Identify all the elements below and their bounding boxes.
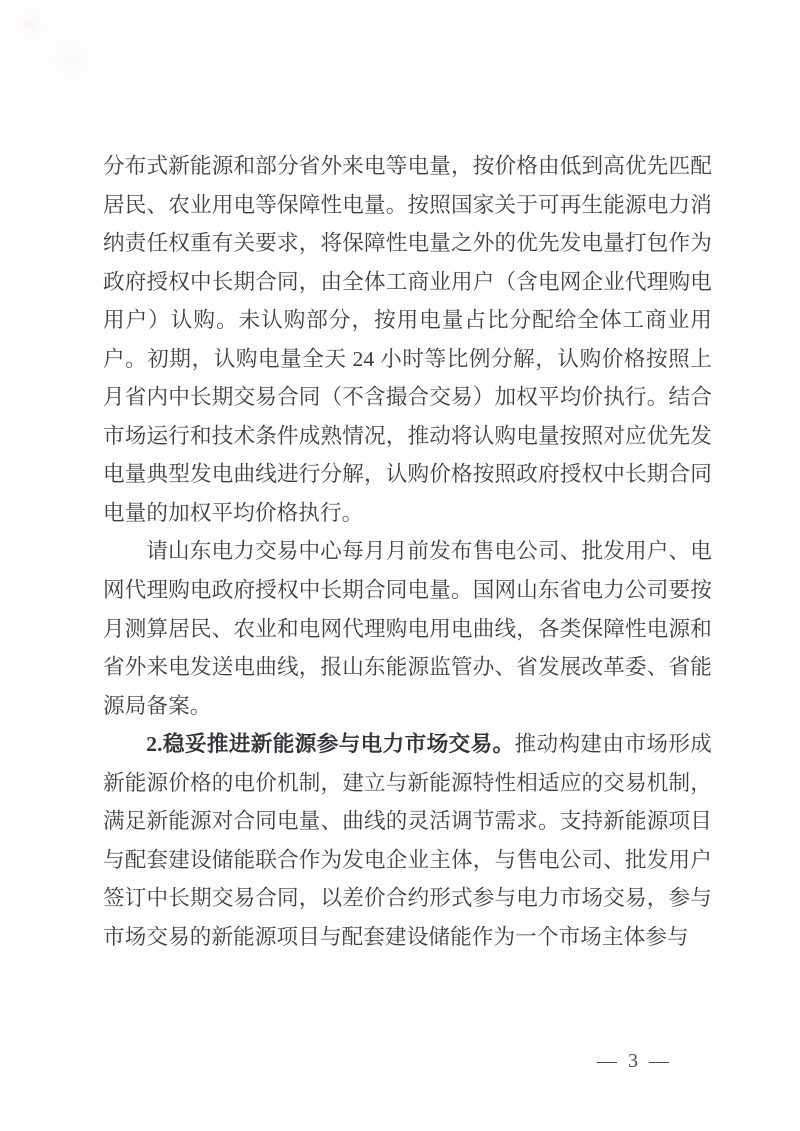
document-body	[103, 147, 712, 956]
page-number: — 3 —	[597, 1050, 672, 1072]
paragraph	[103, 147, 712, 532]
scan-noise-artifact	[0, 0, 140, 120]
paragraph	[103, 725, 712, 956]
paragraph-text: 请山东电力交易中心每月月前发布售电公司、批发用户、电网代理购电政府授权中长期合同电量。国网山东省电力公司要按月测算居民、农业和电网代理购电用电曲线，各类保障性电源和省外来电发送电曲线，报山东能源监管办、省发展改革委、省能源局备案。	[103, 539, 712, 718]
paragraph-text: 推动构建由市场形成新能源价格的电价机制，建立与新能源特性相适应的交易机制，满足新能源对合同电量、曲线的灵活调节需求。支持新能源项目与配套建设储能联合作为发电企业主体，与售电公司、批发用户签订中长期交易合同，以差价合约形式参与电力市场交易，参与市场交易的新能源项目与配套建设储能作为一个市场主体参与	[103, 732, 713, 949]
paragraph-bold-lead: 2.稳妥推进新能源参与电力市场交易。	[146, 732, 515, 757]
paragraph	[103, 532, 712, 725]
paragraph-text: 分布式新能源和部分省外来电等电量，按价格由低到高优先匹配居民、农业用电等保障性电量。按照国家关于可再生能源电力消纳责任权重有关要求，将保障性电量之外的优先发电量打包作为政府授权中长期合同，由全体工商业用户（含电网企业代理购电用户）认购。未认购部分，按用电量占比分配给全体工商业用户。初期，认购电量全天 24 小时等比例分解，认购价格按照上月省内中长期交易合同（不含撮合交易）加权平均价执行。结合市场运行和技术条件成熟情况，推动将认购电量按照对应优先发电量典型发电曲线进行分解，认购价格按照政府授权中长期合同电量的加权平均价格执行。	[103, 154, 712, 525]
